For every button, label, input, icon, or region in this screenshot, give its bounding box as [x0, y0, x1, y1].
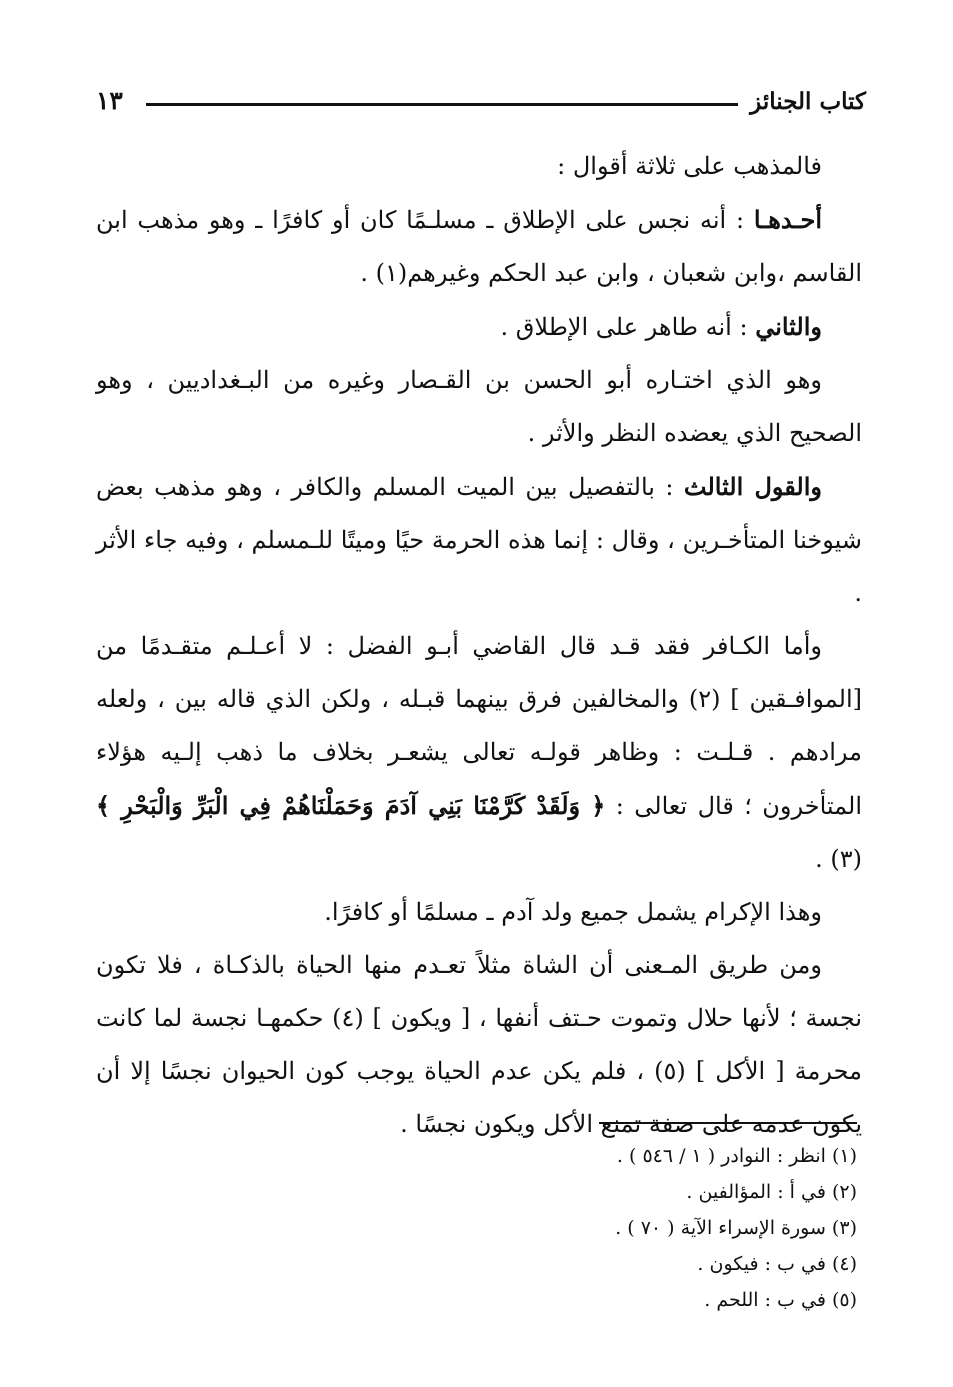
footnote-4: (٤) في ب : فيكون .	[697, 1253, 857, 1275]
footnote-2: (٢) في أ : المؤالفين .	[686, 1181, 857, 1203]
paragraph-third-opinion	[96, 460, 862, 620]
header-rule	[146, 103, 738, 106]
paragraph-lead: والقول الثالث	[683, 472, 822, 501]
page-header	[96, 82, 866, 122]
paragraph-text: : أنه نجس على الإطلاق ـ مسلـمًا كان أو كافرًا ـ وهو مذهب ابن القاسم ،وابن شعبان ، وابن عبد الحكم وغيرهم(١) .	[96, 206, 862, 287]
main-text	[96, 140, 862, 1151]
paragraph-disbeliever	[96, 620, 862, 886]
paragraph-second-support	[96, 354, 862, 460]
paragraph-text: وأما الكـافر فقد قـد قال القاضي أبـو الفضل : لا أعـلـم متقـدمًا من [الموافـقين ] (٢) والمخالفين فرق بينهما قبـله ، ولكن الذي قاله بين ، ولعله مرادهم . قـلـت : وظاهر قولـه تعالى يشعـر بخلاف ما ذهب إلـيه هؤلاء المتأخرون ؛ قال تعالى :	[96, 632, 863, 820]
paragraph-second-opinion	[96, 300, 862, 354]
paragraph-text: وهو الذي اختـاره أبو الحسن بن القـصار وغيره من البـغداديين ، وهو الصحيح الذي يعضده النظر والأثر .	[96, 366, 862, 447]
paragraph-honor	[96, 886, 862, 939]
quran-verse: ﴿ وَلَقَدْ كَرَّمْنَا بَنِي آدَمَ وَحَمَلْنَاهُمْ فِي الْبَرِّ وَالْبَحْرِ ﴾	[96, 791, 606, 820]
paragraph-lead: والثاني	[755, 312, 822, 341]
paragraph-text: : بالتفصيل بين الميت المسلم والكافر ، وهو مذهب بعض شيوخنا المتأخـرين ، وقال : إنما هذه الحرمة حيًا وميتًا للـمسلم ، وفيه جاء الأثر .	[96, 473, 862, 607]
paragraph-text: فالمذهب على ثلاثة أقوال :	[557, 152, 822, 180]
paragraph-lead: أحـدهـا	[753, 205, 822, 234]
paragraph-meaning	[96, 939, 862, 1151]
paragraph-first-opinion	[96, 193, 862, 300]
running-title: كتاب الجنائز	[750, 88, 866, 115]
paragraph-text-after: (٣) .	[815, 845, 862, 873]
footnote-3: (٣) سورة الإسراء الآية ( ٧٠ ) .	[615, 1217, 857, 1239]
footnote-1: (١) انظر : النوادر ( ١ / ٥٤٦ ) .	[616, 1145, 857, 1167]
paragraph-text: : أنه طاهر على الإطلاق .	[500, 313, 756, 341]
paragraph-text: ومن طريق المـعنى أن الشاة مثلاً تعـدم منها الحياة بالذكـاة ، فلا تكون نجسة ؛ لأنها حلال وتموت حـتف أنفها ، [ ويكون ] (٤) حكمهـا نجسة لما كانت محرمة [ الأكل ] (٥) ، فلم يكن عدم الحياة يوجب كون الحيوان نجسًا إلا أن يكون عدمه على صفة تمنع الأكل ويكون نجسًا .	[96, 951, 863, 1138]
footnote-rule	[599, 1122, 857, 1124]
page-number: ١٣	[96, 86, 123, 115]
footnote-5: (٥) في ب : اللحم .	[704, 1289, 857, 1311]
paragraph-text: وهذا الإكرام يشمل جميع ولد آدم ـ مسلمًا أو كافرًا.	[324, 898, 822, 926]
paragraph-intro	[96, 140, 862, 193]
footnotes	[297, 1138, 857, 1318]
